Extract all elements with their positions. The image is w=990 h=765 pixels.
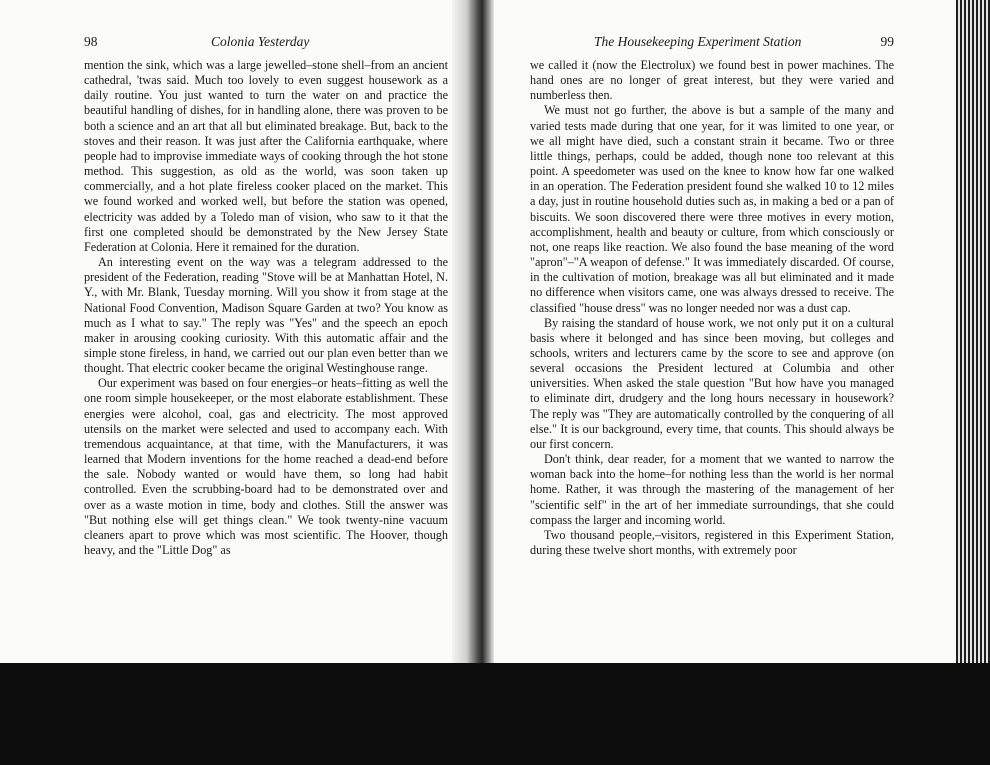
paragraph: We must not go further, the above is but a sample of the many and varied tests made during that one year, for it was limited to one year, or we all might have died, such a constant strain it became. Two or three little things, perhaps, could be added, though none too relevant at this point. A speedometer was used on the knee to know how far one walked in an operation. The Federation president found she walked 10 to 12 miles a day, just in routine household duties such as, in making a bed or a pan of biscuits. We soon discovered there were three motives in every motion, accomplishment, health and beauty or culture, from which consciously or not, one reaps like reaction. We also found the base meaning of the word "apron"–"A weapon of defense." It was immediately discarded. Of course, in the cultivation of motion, breakage was all but eliminated and it made no difference when visitors came, one was always dressed to receive. The classified "house dress" was no longer needed nor was a dust cap. — [530, 103, 894, 315]
left-running-head: Colonia Yesterday — [211, 34, 310, 49]
paragraph: mention the sink, which was a large jewelled–stone shell–from an ancient cathedral, 'twas said. Much too lovely to even suggest housework as a daily routine. You just wanted to turn the water on and practice the beautiful handling of dishes, for in handling alone, there was proven to be both a science and an art that all but eliminated breakage. But, back to the stoves and their reason. It was just after the California earthquake, where people had to improvise immediate ways of cooking through the hot stone method. This suggestion, as old as the world, was soon taken up commercially, and a hot plate fireless cooker placed on the market. This we found worked and worked well, but before the station was opened, electricity was added by a Toledo man of vision, who saw to it that the first one completed should be demonstrated by the New Jersey State Federation at Colonia. Here it remained for the duration. — [84, 58, 448, 254]
right-running-head: The Housekeeping Experiment Station — [594, 34, 802, 49]
paragraph: An interesting event on the way was a telegram addressed to the president of the Federation, reading "Stove will be at Manhattan Hotel, N. Y., with Mr. Blank, Tuesday morning. Will you show it from stage at the National Food Convention, Madison Square Garden at two? You know as much as I what to say." The reply was "Yes" and the speech an epoch maker in arousing cooking curiosity. With this automatic affair and the simple stone fireless, in hand, we carried out our plan even better than we thought. That electric cooker became the original Westinghouse range. — [84, 255, 448, 376]
paragraph: Our experiment was based on four energies–or heats–fitting as well the one room simple housekeeper, or the most elaborate establishment. These energies were alcohol, coal, gas and electricity. The most approved utensils on the market were selected and used to accompany each. With tremendous acquaintance, at that time, with the Manufacturers, it was learned that Modern inventions for the home reached a dead-end before the sale. Nobody wanted or would have them, so long had habit controlled. Even the scrubbing-board had to be demonstrated over and over as a waste motion in time, body and clothes. Still the answer was "But nothing else will get things clean." We took twenty-nine vacuum cleaners apart to prove which was most scientific. The Hoover, though heavy, and the "Little Dog" as — [84, 376, 448, 557]
paragraph: By raising the standard of house work, we not only put it on a cultural basis where it belonged and has since been moving, but colleges and schools, writers and lecturers came by the score to see and approve (on several occasions the President lectured at Columbia and other universities. When asked the stale question "But how have you managed to eliminate dirt, drudgery and the long hours necessary in housework? The reply was "They are automatically controlled by the conquering of all else." It is our background, every time, that counts. This should always be our first concern. — [530, 315, 894, 451]
right-page-header — [530, 32, 894, 52]
right-page-number: 99 — [880, 34, 894, 49]
left-page-number: 98 — [84, 34, 98, 49]
left-page-text — [84, 58, 448, 558]
paragraph: we called it (now the Electrolux) we found best in power machines. The hand ones are no longer of great interest, but they were varied and numberless then. — [530, 58, 894, 103]
book-gutter — [452, 0, 494, 668]
scan-bottom-shadow — [0, 663, 990, 765]
left-page-header — [84, 32, 448, 52]
paragraph: Don't think, dear reader, for a moment that we wanted to narrow the woman back into the home–for nothing less than the world is her normal home. Rather, it was through the mastering of the management of her "scientific self" in the art of her immediate surroundings, that she could compass the larger and incoming world. — [530, 452, 894, 527]
paragraph: Two thousand people,–visitors, registered in this Experiment Station, during these twelve short months, with extremely poor — [530, 527, 894, 557]
right-page-text — [530, 58, 894, 558]
page-edges — [956, 0, 990, 668]
